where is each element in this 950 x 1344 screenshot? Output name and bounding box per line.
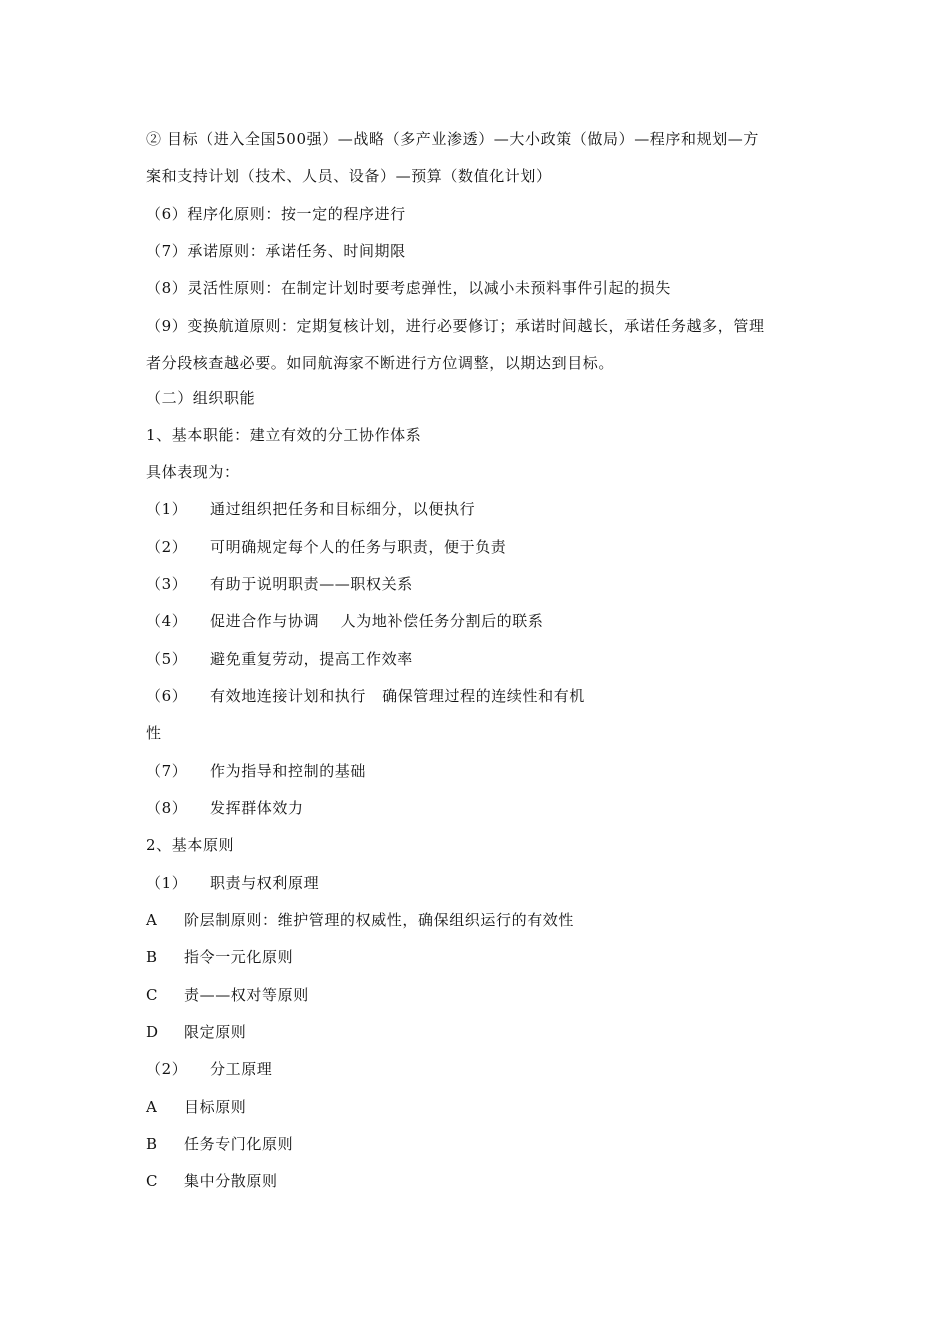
item-text: 集中分散原则 <box>184 1172 278 1190</box>
item-text: 目标原则 <box>184 1098 247 1116</box>
list-number: （4） <box>146 612 188 630</box>
list-number: （3） <box>146 575 188 593</box>
sub-item-heading <box>146 873 319 893</box>
paragraph-line: 者分段核查越必要。如同航海家不断进行方位调整，以期达到目标。 <box>146 354 615 372</box>
list-number: （8） <box>146 799 188 817</box>
lettered-item <box>146 1171 278 1191</box>
item-text: 责——权对等原则 <box>184 986 309 1004</box>
item-text: 限定原则 <box>184 1023 247 1041</box>
list-text: 分工原理 <box>210 1060 273 1078</box>
list-text: 促进合作与协调 人为地补偿任务分割后的联系 <box>210 612 544 630</box>
list-number: （1） <box>146 500 188 518</box>
list-number: （2） <box>146 538 188 556</box>
list-text: 有助于说明职责——职权关系 <box>210 575 413 593</box>
item-letter: D <box>146 1023 159 1041</box>
list-number: （6） <box>146 687 188 705</box>
subsection-heading: 1、基本职能：建立有效的分工协作体系 <box>146 426 422 444</box>
item-letter: C <box>146 986 159 1004</box>
list-text: 避免重复劳动，提高工作效率 <box>210 650 413 668</box>
list-number: （2） <box>146 1060 188 1078</box>
paragraph-line: （7）承诺原则：承诺任务、时间期限 <box>146 242 406 260</box>
list-item <box>146 611 543 631</box>
lettered-item <box>146 1134 293 1154</box>
lettered-item <box>146 1097 246 1117</box>
list-text: 可明确规定每个人的任务与职责，便于负责 <box>210 538 507 556</box>
list-item <box>146 686 585 706</box>
lettered-item <box>146 985 309 1005</box>
list-text: 通过组织把任务和目标细分，以便执行 <box>210 500 476 518</box>
item-letter: B <box>146 948 158 966</box>
paragraph-line: 具体表现为： <box>146 463 240 481</box>
item-text: 任务专门化原则 <box>184 1135 294 1153</box>
paragraph-line: （9）变换航道原则：定期复核计划，进行必要修订；承诺时间越长，承诺任务越多，管理 <box>146 317 765 335</box>
list-item <box>146 537 506 557</box>
lettered-item <box>146 1022 246 1042</box>
list-item <box>146 798 304 818</box>
list-text: 有效地连接计划和执行 确保管理过程的连续性和有机 <box>210 687 585 705</box>
item-letter: B <box>146 1135 158 1153</box>
item-letter: C <box>146 1172 159 1190</box>
list-item <box>146 574 413 594</box>
paragraph-line: （6）程序化原则：按一定的程序进行 <box>146 205 406 223</box>
item-letter: A <box>146 911 158 929</box>
list-number: （7） <box>146 762 188 780</box>
paragraph-line: （8）灵活性原则：在制定计划时要考虑弹性，以减小未预料事件引起的损失 <box>146 279 671 297</box>
list-item <box>146 499 475 519</box>
paragraph-line: ② 目标（进入全国500强）—战略（多产业渗透）—大小政策（做局）—程序和规划—方 <box>146 130 760 148</box>
list-item-continuation: 性 <box>146 724 162 742</box>
list-text: 职责与权利原理 <box>210 874 320 892</box>
paragraph-line: 案和支持计划（技术、人员、设备）—预算（数值化计划） <box>146 167 552 185</box>
list-number: （1） <box>146 874 188 892</box>
list-number: （5） <box>146 650 188 668</box>
list-item <box>146 649 413 669</box>
lettered-item <box>146 947 293 967</box>
lettered-item <box>146 910 574 930</box>
item-text: 指令一元化原则 <box>184 948 294 966</box>
item-text: 阶层制原则：维护管理的权威性，确保组织运行的有效性 <box>184 911 575 929</box>
subsection-heading: 2、基本原则 <box>146 836 235 854</box>
item-letter: A <box>146 1098 158 1116</box>
list-text: 作为指导和控制的基础 <box>210 762 367 780</box>
sub-item-heading <box>146 1059 272 1079</box>
list-text: 发挥群体效力 <box>210 799 304 817</box>
list-item <box>146 761 366 781</box>
section-heading: （二）组织职能 <box>146 389 256 407</box>
